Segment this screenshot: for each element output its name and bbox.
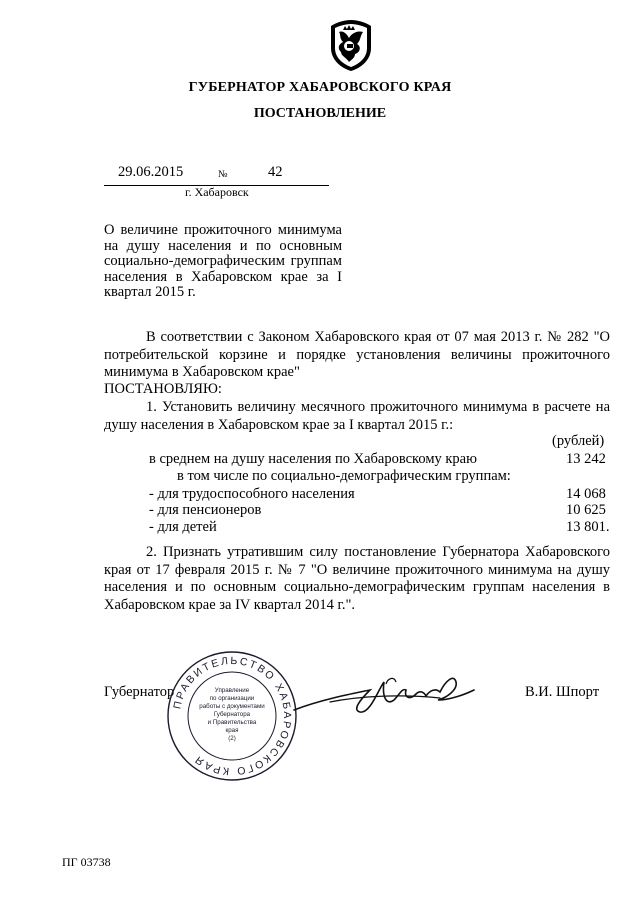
table-row-label: в том числе по социально-демографическим группам:: [177, 468, 511, 484]
signatory-position: Губернатор: [104, 684, 175, 700]
coat-of-arms-icon: [327, 18, 375, 72]
table-row-label: в среднем на душу населения по Хабаровскому краю: [149, 451, 477, 467]
table-row-value: 13 801.: [566, 519, 610, 535]
svg-text:Управление: Управление: [214, 687, 250, 694]
decree-word: ПОСТАНОВЛЯЮ:: [104, 381, 222, 397]
document-number: 42: [268, 164, 283, 180]
preamble-paragraph: В соответствии с Законом Хабаровского края от 07 мая 2013 г. № 282 "О потребительской корзине и порядке установления величины прожиточного минимума в Хабаровском крае": [104, 329, 610, 380]
svg-text:Губернатора: Губернатора: [213, 711, 251, 718]
form-code: ПГ 03738: [62, 855, 111, 869]
unit-label: (рублей): [552, 433, 605, 449]
table-row-label: - для детей: [149, 519, 217, 535]
svg-text:работы с документами: работы с документами: [199, 703, 265, 710]
signatory-name: В.И. Шпорт: [525, 684, 600, 700]
item-2-paragraph: 2. Признать утратившим силу постановление Губернатора Хабаровского края от 17 февраля 2015 г. № 7 "О величине прожиточного минимума на душу населения и по основным социально-демографическим группам населения в Хабаровском крае за IV квартал 2014 г.".: [104, 544, 610, 613]
document-type: ПОСТАНОВЛЕНИЕ: [253, 106, 387, 121]
table-row-label: - для трудоспособного населения: [149, 486, 355, 502]
table-row-value: 10 625: [566, 502, 606, 518]
handwritten-signature: [290, 660, 480, 722]
document-subject: О величине прожиточного минимума на душу населения и по основным социально-демографическим группам населения в Хабаровском крае за I квартал 2015 г.: [104, 222, 342, 300]
svg-text:и Правительства: и Правительства: [207, 719, 257, 726]
svg-text:(2): (2): [228, 735, 236, 742]
document-city: г. Хабаровск: [185, 185, 249, 199]
official-stamp-icon: [156, 650, 308, 782]
table-row-value: 13 242: [566, 451, 606, 467]
issuer-title: ГУБЕРНАТОР ХАБАРОВСКОГО КРАЯ: [188, 80, 452, 95]
document-date: 29.06.2015: [118, 164, 184, 180]
table-row-label: - для пенсионеров: [149, 502, 262, 518]
number-sign: №: [218, 169, 228, 180]
svg-text:ПРАВИТЕЛЬСТВО ХАБАРОВСКОГО КРА: ПРАВИТЕЛЬСТВО ХАБАРОВСКОГО КРАЯ: [171, 654, 294, 778]
svg-text:края: края: [225, 727, 239, 734]
svg-text:по организации: по организации: [209, 695, 255, 702]
item-1-paragraph: 1. Установить величину месячного прожиточного минимума в расчете на душу населения в Хабаровском крае за I квартал 2015 г.:: [104, 399, 610, 433]
table-row-value: 14 068: [566, 486, 606, 502]
